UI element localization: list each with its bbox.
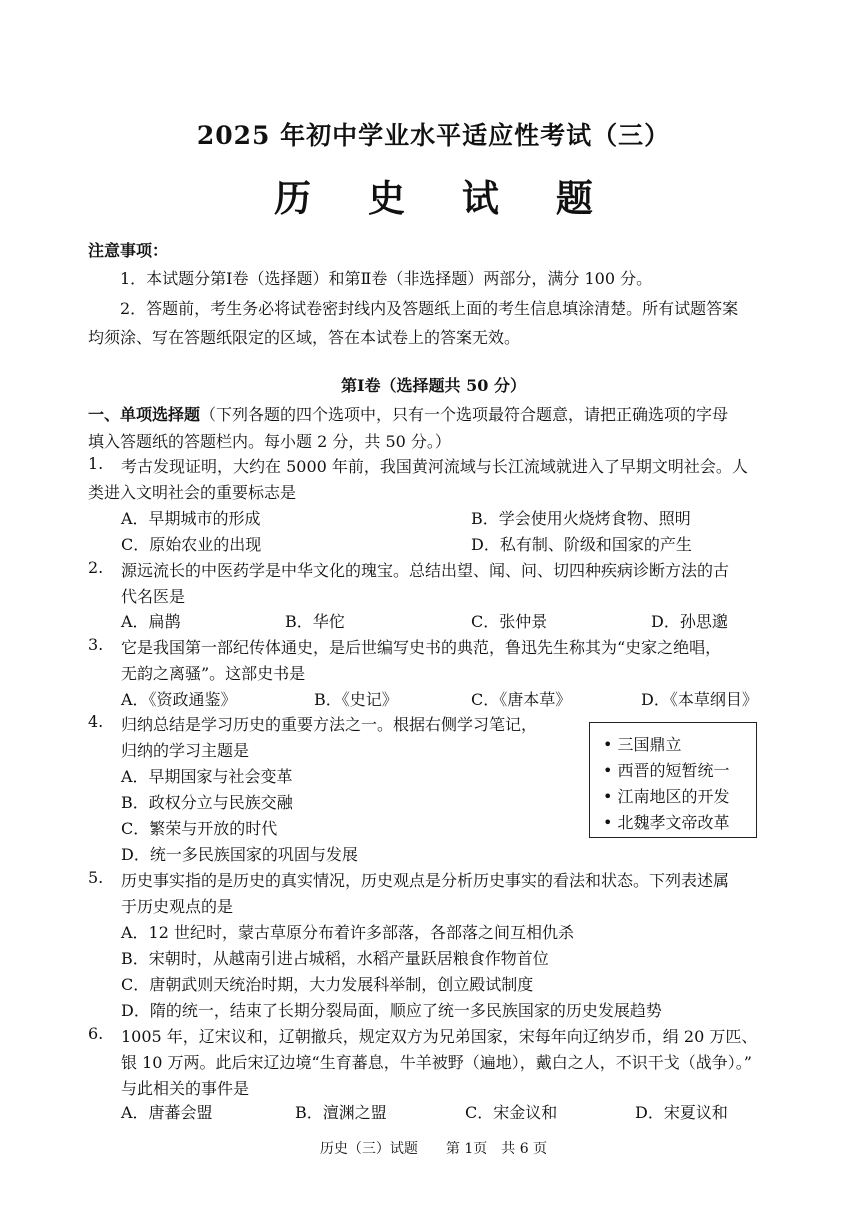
- question-stem: 代名医是: [121, 587, 186, 606]
- question-stem: 1005 年，辽宋议和，辽朝撤兵，规定双方为兄弟国家，宋每年向辽纳岁币，绢 20 万匹、: [121, 1027, 758, 1046]
- notes-item-2-line-1: 2．答题前，考生务必将试卷密封线内及答题纸上面的考生信息填涂清楚。所有试题答案: [120, 299, 739, 318]
- option-c: C．宋金议和: [465, 1103, 558, 1122]
- option-d: D．孙思邈: [651, 612, 728, 631]
- option-a: A．扁鹊: [121, 612, 181, 631]
- study-notes-box: [589, 722, 757, 838]
- part-description-line-2: 填入答题纸的答题栏内。每小题 2 分，共 50 分。）: [88, 432, 451, 451]
- option-b: B．政权分立与民族交融: [121, 793, 293, 812]
- option-b: B．澶渊之盟: [295, 1103, 387, 1122]
- question-stem: 无韵之离骚”。这部史书是: [121, 664, 306, 683]
- option-a: A．早期国家与社会变革: [121, 767, 293, 786]
- question-number: 3.: [88, 635, 104, 654]
- page-footer: 历史（三）试题 第 1页 共 6 页: [319, 1141, 548, 1157]
- question-stem: 历史事实指的是历史的真实情况，历史观点是分析历史事实的看法和状态。下列表述属: [121, 871, 730, 890]
- notes-box-item: • 北魏孝文帝改革: [603, 813, 730, 832]
- question-stem: 银 10 万两。此后宋辽边境“生育蕃息，牛羊被野（遍地），戴白之人，不识干戈（战争）。”: [121, 1053, 752, 1072]
- option-b: B．宋朝时，从越南引进占城稻，水稻产量跃居粮食作物首位: [121, 949, 549, 968]
- question-stem: 归纳总结是学习历史的重要方法之一。根据右侧学习笔记，: [121, 715, 538, 734]
- question-number: 1.: [88, 454, 104, 473]
- option-d: D．隋的统一，结束了长期分裂局面，顺应了统一多民族国家的历史发展趋势: [121, 1001, 662, 1020]
- option-c: C．唐朝武则天统治时期，大力发展科举制，创立殿试制度: [121, 975, 534, 994]
- question-stem: 与此相关的事件是: [121, 1079, 250, 1098]
- option-d: D．统一多民族国家的巩固与发展: [121, 845, 358, 864]
- question-stem: 类进入文明社会的重要标志是: [88, 483, 297, 502]
- exam-title: 2025 年初中学业水平适应性考试（三）: [196, 121, 671, 150]
- notes-item-2-line-2: 均须涂、写在答题纸限定的区域，答在本试卷上的答案无效。: [88, 328, 521, 347]
- notes-box-item: • 三国鼎立: [603, 735, 682, 754]
- option-c: C．《唐本草》: [471, 690, 572, 709]
- notes-box-item: • 西晋的短暂统一: [603, 761, 730, 780]
- question-number: 2.: [88, 558, 104, 577]
- option-b: B．《史记》: [314, 690, 398, 709]
- question-number: 6.: [88, 1024, 104, 1043]
- question-stem: 源远流长的中医药学是中华文化的瑰宝。总结出望、闻、问、切四种疾病诊断方法的古: [121, 561, 730, 580]
- notes-box-item: • 江南地区的开发: [603, 787, 730, 806]
- option-d: D．私有制、阶级和国家的产生: [471, 535, 692, 554]
- option-a: A．早期城市的形成: [121, 509, 261, 528]
- notes-heading: 注意事项：: [88, 241, 169, 260]
- notes-item-1: 1．本试题分第Ⅰ卷（选择题）和第Ⅱ卷（非选择题）两部分，满分 100 分。: [120, 269, 653, 288]
- question-stem: 考古发现证明，大约在 5000 年前，我国黄河流域与长江流域就进入了早期文明社会。人: [121, 457, 748, 476]
- option-b: B．华佗: [285, 612, 345, 631]
- question-stem: 它是我国第一部纪传体通史，是后世编写史书的典范，鲁迅先生称其为“史家之绝唱，: [121, 638, 722, 657]
- option-b: B．学会使用火烧烤食物、照明: [471, 509, 691, 528]
- question-number: 4.: [88, 712, 104, 731]
- option-a: A．12 世纪时，蒙古草原分布着许多部落，各部落之间互相仇杀: [121, 923, 575, 942]
- part-description: （下列各题的四个选项中，只有一个选项最符合题意，请把正确选项的字母: [200, 405, 729, 424]
- option-c: C．繁荣与开放的时代: [121, 819, 278, 838]
- question-stem: 归纳的学习主题是: [121, 741, 250, 760]
- question-number: 5.: [88, 868, 104, 887]
- option-a: A．唐蕃会盟: [121, 1103, 213, 1122]
- option-d: D．《本草纲目》: [641, 690, 758, 709]
- option-a: A．《资政通鉴》: [121, 690, 237, 709]
- option-c: C．原始农业的出现: [121, 535, 262, 554]
- section-title: 第Ⅰ卷（选择题共 50 分）: [341, 376, 526, 395]
- question-stem: 于历史观点的是: [121, 897, 234, 916]
- part-heading: 一、单项选择题: [88, 405, 201, 424]
- option-c: C．张仲景: [471, 612, 548, 631]
- option-d: D．宋夏议和: [635, 1103, 728, 1122]
- subject-title: 历 史 试 题: [274, 176, 615, 220]
